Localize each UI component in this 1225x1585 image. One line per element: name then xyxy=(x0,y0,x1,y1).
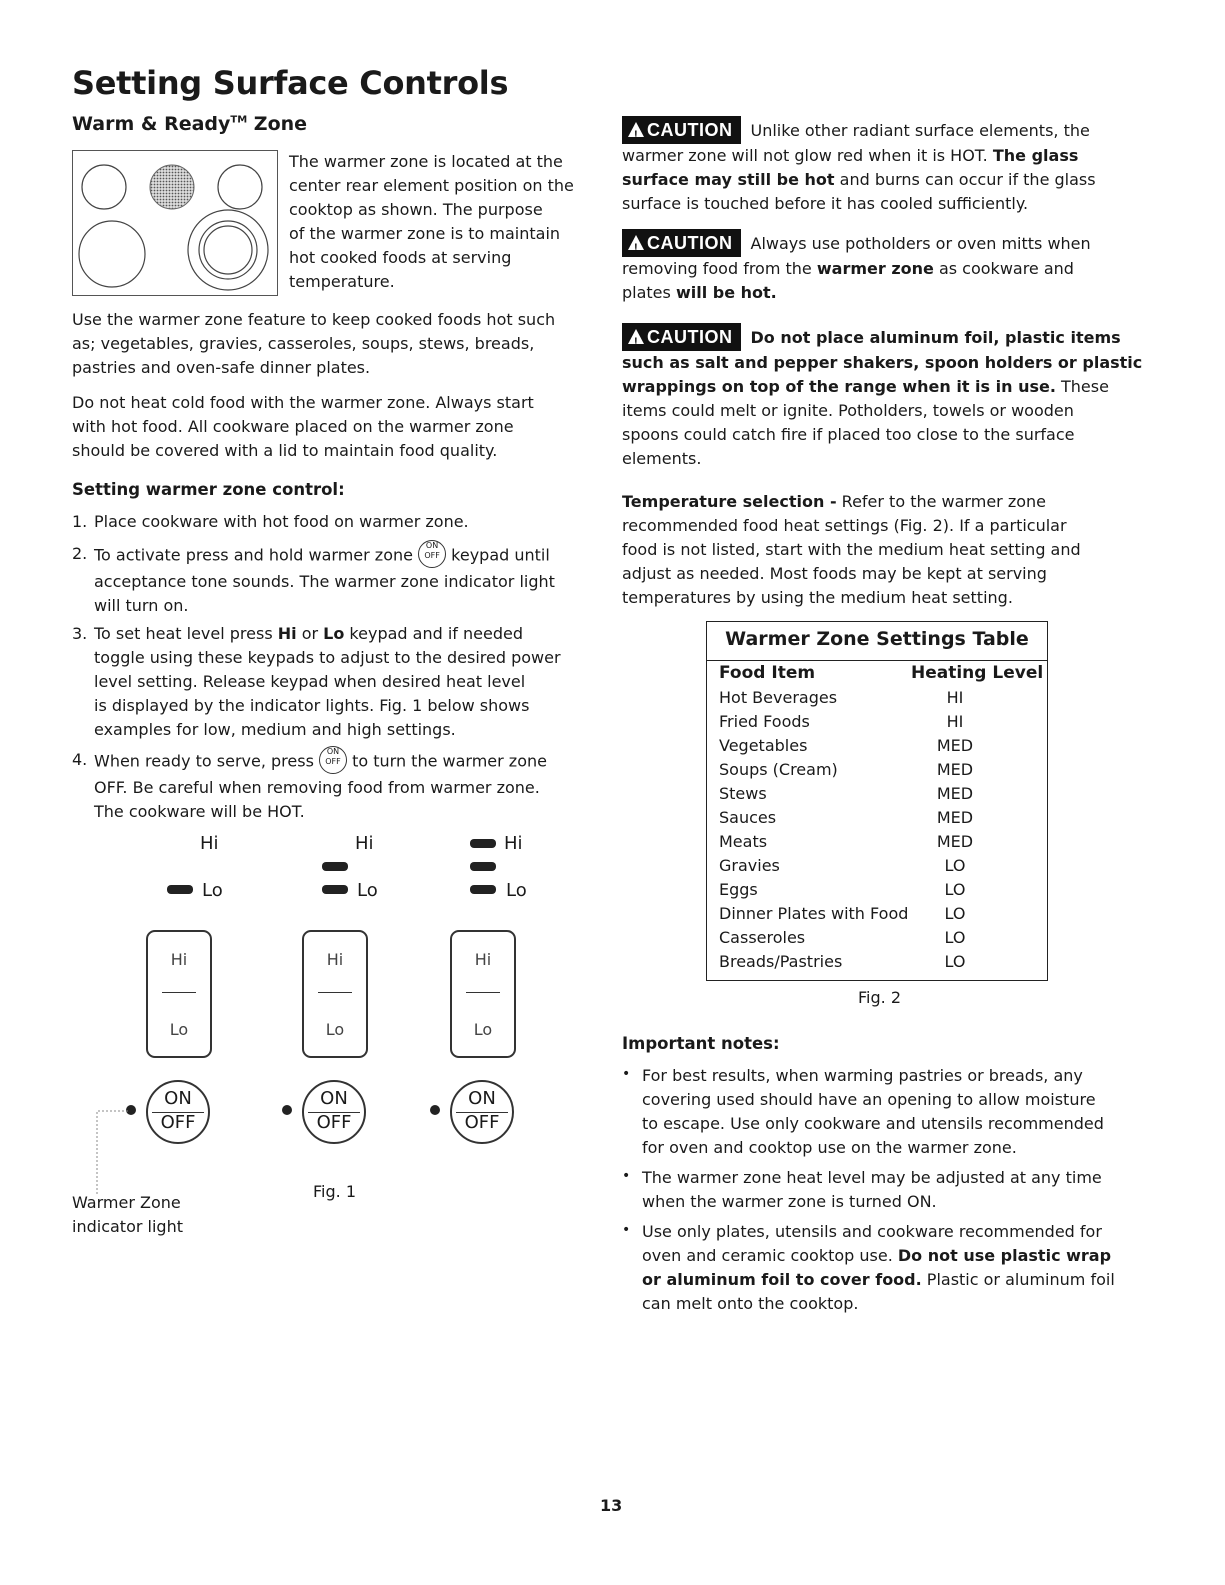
on-off-button[interactable]: ON OFF xyxy=(450,1080,514,1144)
keypad-lo-label: Lo xyxy=(325,1020,345,1039)
page-number: 13 xyxy=(600,1496,623,1515)
table-row: Dinner Plates with Food LO xyxy=(719,904,966,923)
fig1-hi-label: Hi xyxy=(504,833,523,854)
warning-icon xyxy=(628,122,644,137)
keypad-hi-label: Hi xyxy=(170,950,188,969)
table-row: Eggs LO xyxy=(719,880,966,899)
fig1-lo-label: Lo xyxy=(506,880,527,901)
table-row: Breads/Pastries LO xyxy=(719,952,966,971)
hi-lo-keypad[interactable] xyxy=(146,930,212,1058)
table-row: Soups (Cream) MED xyxy=(719,760,974,779)
on-off-button[interactable]: ON OFF xyxy=(302,1080,366,1144)
fig1-hi-label: Hi xyxy=(355,833,374,854)
caution-3: !CAUTION Do not place aluminum foil, plastic items such as salt and pepper shakers, spoon holders or plastic wrappings on top of the range when it is in use. These items could melt or ignite. Potholders, towels or wooden spoons could catch fire if placed too close to the surface elements. xyxy=(622,323,1152,471)
table-row: Vegetables MED xyxy=(719,736,974,755)
fig2-caption: Fig. 2 xyxy=(858,988,901,1007)
hi-lo-keypad[interactable] xyxy=(450,930,516,1058)
note-3: Use only plates, utensils and cookware recommended for oven and ceramic cooktop use. Do not use plastic wrap or aluminum foil to cover food. Plastic or aluminum foil can melt onto the cooktop. xyxy=(642,1222,1115,1313)
table-header-food: Food Item xyxy=(719,663,816,683)
level-indicator-bar xyxy=(167,885,193,894)
table-row: Meats MED xyxy=(719,832,974,851)
table-row: Fried Foods HI xyxy=(719,712,964,731)
table-row: Casseroles LO xyxy=(719,928,966,947)
caution-2: !CAUTION Always use potholders or oven mitts when removing food from the warmer zone as cookware and plates will be hot. xyxy=(622,229,1142,305)
level-indicator-bar xyxy=(470,885,496,894)
cold-food-paragraph: Do not heat cold food with the warmer zone. Always start with hot food. All cookware placed on the warmer zone should be covered with a lid to maintain food quality. xyxy=(72,393,534,460)
table-row: Sauces MED xyxy=(719,808,974,827)
caution-1: !CAUTION Unlike other radiant surface elements, the warmer zone will not glow red when it is HOT. The glass surface may still be hot and burns can occur if the glass surface is touched before it has cooled sufficiently. xyxy=(622,116,1142,216)
important-notes-heading: Important notes: xyxy=(622,1034,780,1053)
bullet-marker: • xyxy=(622,1066,631,1082)
warmer-zone-indicator-light xyxy=(282,1105,292,1115)
warmer-uses-paragraph: Use the warmer zone feature to keep cooked foods hot such as; vegetables, gravies, casseroles, soups, stews, breads, pastries and oven-safe dinner plates. xyxy=(72,310,556,377)
warning-icon xyxy=(628,329,644,344)
on-off-key-icon: ON OFF xyxy=(418,540,446,568)
table-title: Warmer Zone Settings Table xyxy=(725,628,1029,650)
note-2: The warmer zone heat level may be adjusted at any time when the warmer zone is turned ON. xyxy=(642,1168,1102,1211)
level-indicator-bar xyxy=(322,885,348,894)
fig1-lo-label: Lo xyxy=(202,880,223,901)
table-row: Hot Beverages HI xyxy=(719,688,964,707)
fig1-lo-label: Lo xyxy=(357,880,378,901)
page-title: Setting Surface Controls xyxy=(72,64,509,102)
fig1-hi-label: Hi xyxy=(200,833,219,854)
table-row: Stews MED xyxy=(719,784,974,803)
fig1-caption: Fig. 1 xyxy=(313,1182,356,1201)
element-left-front xyxy=(79,221,145,287)
step-4: 4. When ready to serve, press ON OFF to turn the warmer zone OFF. Be careful when removing food from warmer zone. The cookware will be HOT. xyxy=(72,747,547,821)
table-header-level: Heating Level xyxy=(911,663,1044,683)
table-row: Gravies LO xyxy=(719,856,966,875)
keypad-lo-label: Lo xyxy=(473,1020,493,1039)
indicator-label: Warmer Zone indicator light xyxy=(72,1193,183,1236)
level-indicator-bar xyxy=(322,862,348,871)
note-1: For best results, when warming pastries or breads, any covering used should have an opening to allow moisture to escape. Use only cookware and utensils recommended for oven and cooktop use on the warmer zone. xyxy=(642,1066,1104,1157)
intro-text: The warmer zone is located at the center rear element position on the cooktop as shown. The purpose of the warmer zone is to maintain hot cooked foods at serving temperature. xyxy=(289,152,574,291)
caution-badge: !CAUTION xyxy=(622,229,741,257)
bullet-marker: • xyxy=(622,1168,631,1184)
step-3: 3. To set heat level press Hi or Lo keypad and if needed toggle using these keypads to adjust to the desired power level setting. Release keypad when desired heat level is displayed by the indicator lights. Fig. 1 below shows examples for low, medium and high settings. xyxy=(72,624,561,739)
warning-icon xyxy=(628,235,644,250)
element-right-rear xyxy=(218,165,262,209)
step-1: 1. Place cookware with hot food on warmer zone. xyxy=(72,512,469,531)
keypad-hi-label: Hi xyxy=(474,950,492,969)
warmer-zone-settings-table xyxy=(706,621,1048,981)
setting-heading: Setting warmer zone control: xyxy=(72,480,345,499)
table-body xyxy=(719,686,1035,974)
caution-badge: !CAUTION xyxy=(622,116,741,144)
step-2: 2. To activate press and hold warmer zone ON OFF keypad until acceptance tone sounds. The warmer zone indicator light will turn on. xyxy=(72,541,555,615)
on-off-button[interactable]: ON OFF xyxy=(146,1080,210,1144)
caution-badge: !CAUTION xyxy=(622,323,741,351)
level-indicator-bar xyxy=(470,862,496,871)
temperature-selection: Temperature selection - Refer to the warmer zone recommended food heat settings (Fig. 2). If a particular food is not listed, start with the medium heat setting and adjust as needed. Most foods may be kept at serving temperatures by using the medium heat setting. xyxy=(622,492,1081,607)
on-off-key-icon: ON OFF xyxy=(319,746,347,774)
section-subtitle: Warm & Ready™ Zone xyxy=(72,113,308,135)
level-indicator-bar xyxy=(470,839,496,848)
element-left-rear xyxy=(82,165,126,209)
indicator-leader-line xyxy=(85,1108,130,1198)
keypad-hi-label: Hi xyxy=(326,950,344,969)
cooktop-diagram xyxy=(72,150,278,296)
keypad-lo-label: Lo xyxy=(169,1020,189,1039)
warmer-zone-indicator-light xyxy=(430,1105,440,1115)
bullet-marker: • xyxy=(622,1222,631,1238)
figure-1 xyxy=(60,825,600,1245)
hi-lo-keypad[interactable] xyxy=(302,930,368,1058)
warmer-zone-element xyxy=(150,165,194,209)
